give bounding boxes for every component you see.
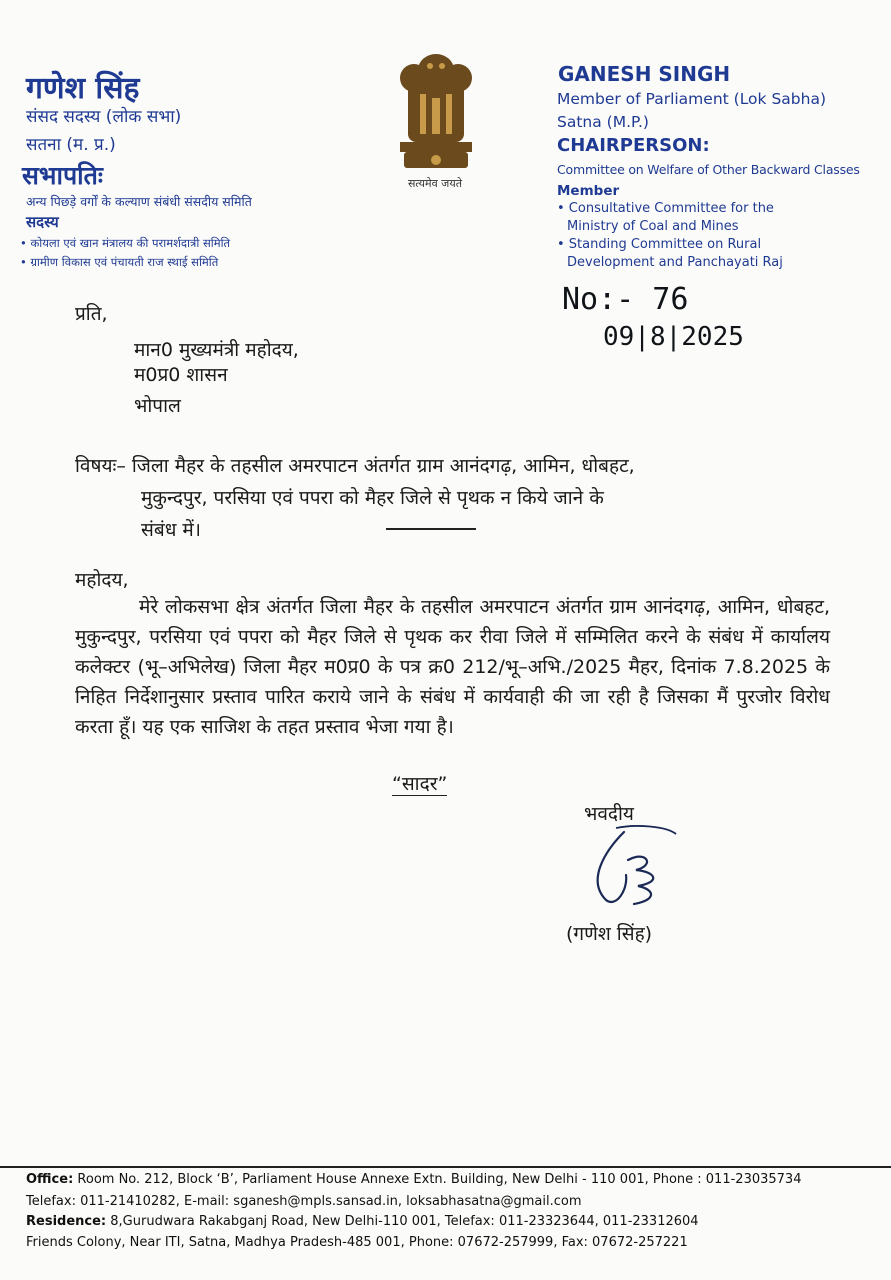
sadar-text: “सादर” [392,773,448,795]
national-emblem-icon [386,48,486,176]
recipient-prefix: प्रति, [75,303,108,325]
letter-body-text: मेरे लोकसभा क्षेत्र अंतर्गत जिला मैहर के तहसील अमरपाटन अंतर्गत ग्राम आनंदगढ़, आमिन, धोबहट, मुकुन्दपुर, परसिया एवं पपरा को मैहर जिले से पृथक कर रीवा जिले में सम्मिलित करने के संबंध में कार्यालय कलेक्टर (भू–अभिलेख) जिला मैहर म0प्र0 के पत्र क्र0 212/भू–अभि./2025 मैहर, दिनांक 7.8.2025 के निहित निर्देशानुसार प्रस्ताव पारित कराये जाने के संबंध में कार्यवाही की जा रही है जिसका मैं पुरजोर विरोध करता हूँ। यह एक साजिश के तहत प्रस्ताव भेजा गया है। [75,596,830,738]
closing: भवदीय [584,803,634,825]
english-member-item-1 [557,200,774,236]
subject-divider [386,528,476,530]
salutation: महोदय, [75,569,129,591]
hindi-constituency: सतना (म. प्र.) [26,135,116,155]
subject-label: विषयः– [75,455,126,477]
subject-line-3: संबंध में। [141,519,201,541]
english-committee: Committee on Welfare of Other Backward Classes [557,162,860,177]
subject [75,450,815,546]
hindi-chair-label: सभापतिः [22,161,103,190]
subject-line-2: मुकुन्दपुर, परसिया एवं पपरा को मैहर जिले से पृथक न किये जाने के [141,487,604,509]
english-member-item-2-line1: • Standing Committee on Rural [557,237,762,252]
signatory-name: (गणेश सिंह) [566,923,653,945]
english-member-item-2-line2: Development and Panchayati Raj [567,255,783,270]
english-designation: Member of Parliament (Lok Sabha) [557,90,826,108]
english-member-item-2 [557,236,783,272]
footer-divider [0,1166,891,1168]
hindi-name: गणेश सिंह [26,71,140,106]
hindi-member-item-2: • ग्रामीण विकास एवं पंचायती राज स्थाई समिति [20,255,219,269]
english-member-label: Member [557,183,620,199]
recipient-line-3: भोपाल [134,395,181,417]
english-name: GANESH SINGH [558,62,731,86]
sadar [392,770,447,796]
hindi-member-item-1: • कोयला एवं खान मंत्रालय की परामर्शदात्री समिति [20,236,231,250]
footer-telefax: Telefax: 011-21410282, E-mail: sganesh@mpls.sansad.in, loksabhasatna@gmail.com [26,1194,582,1209]
english-constituency: Satna (M.P.) [557,113,649,131]
recipient-line-2: म0प्र0 शासन [134,364,228,386]
footer-office-text: Room No. 212, Block ‘B’, Parliament House Annexe Extn. Building, New Delhi - 110 001, Phone : 011-23035734 [77,1172,802,1187]
handwritten-letter-number: No:- 76 [562,282,689,317]
subject-line-1: जिला मैहर के तहसील अमरपाटन अंतर्गत ग्राम आनंदगढ़, आमिन, धोबहट, [131,455,635,477]
hindi-member-label: सदस्य [26,213,59,231]
english-chair-label: CHAIRPERSON: [557,135,710,156]
english-member-item-1-line2: Ministry of Coal and Mines [567,219,739,234]
hindi-designation: संसद सदस्य (लोक सभा) [26,107,182,127]
footer-residence [26,1214,699,1229]
footer-office-label: Office: [26,1172,74,1187]
footer-office [26,1172,801,1187]
handwritten-date: 09|8|2025 [603,322,744,352]
english-member-item-1-line1: • Consultative Committee for the [557,201,774,216]
signature-icon [576,820,686,920]
recipient-line-1: मान0 मुख्यमंत्री महोदय, [134,339,299,361]
footer-residence-text: 8,Gurudwara Rakabganj Road, New Delhi-110 001, Telefax: 011-23323644, 011-23312604 [110,1214,699,1229]
footer-residence-label: Residence: [26,1214,107,1229]
emblem-motto: सत्यमेव जयते [407,177,462,190]
hindi-committee: अन्य पिछड़े वर्गों के कल्याण संबंधी संसदीय समिति [26,194,252,209]
letter-body [75,592,830,742]
footer-friends-colony: Friends Colony, Near ITI, Satna, Madhya Pradesh-485 001, Phone: 07672-257999, Fax: 07672-257221 [26,1235,688,1250]
